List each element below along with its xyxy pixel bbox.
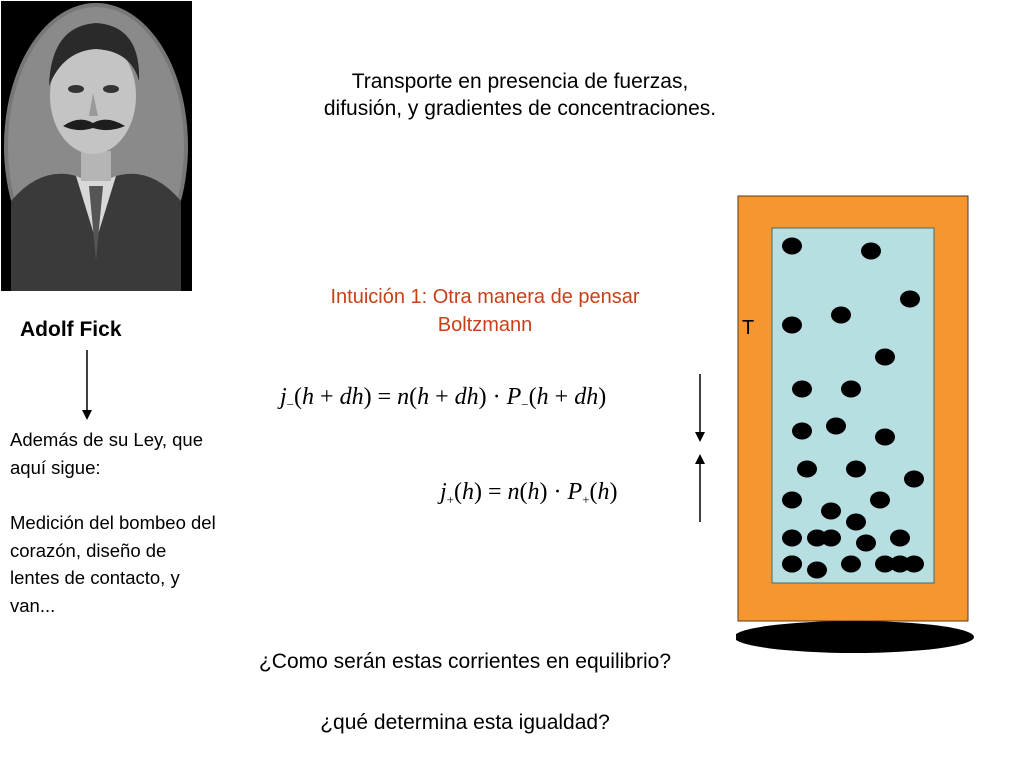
- title-line-1: Transporte en presencia de fuerzas,: [351, 70, 689, 93]
- down-arrow-icon: [80, 350, 94, 420]
- desc-line: aquí sigue:: [10, 456, 101, 478]
- gas-particle: [846, 461, 866, 478]
- gas-particle: [900, 291, 920, 308]
- gas-particle: [831, 307, 851, 324]
- desc-line: Medición del bombeo del: [10, 512, 216, 533]
- gas-particle: [782, 238, 802, 255]
- gas-particle: [890, 530, 910, 547]
- subtitle-line-1: Intuición 1: Otra manera de pensar: [330, 286, 640, 308]
- gas-particle: [875, 349, 895, 366]
- question-equilibrium: ¿Como serán estas corrientes en equilibrio?: [258, 650, 672, 673]
- gas-container-diagram: [736, 195, 976, 655]
- slide-title: [250, 68, 790, 122]
- up-arrow-icon: [695, 454, 705, 522]
- desc-line: Además de su Ley, que: [10, 429, 204, 450]
- gas-particle: [792, 423, 812, 440]
- gas-particle: [782, 556, 802, 573]
- gas-particle: [846, 514, 866, 531]
- desc-line: lentes de contacto, y: [10, 567, 180, 588]
- gas-particle: [861, 243, 881, 260]
- gas-particle: [821, 503, 841, 520]
- adolf-fick-portrait: [1, 1, 192, 291]
- portrait-caption: Adolf Fick: [20, 318, 122, 341]
- desc-line: van...: [10, 594, 56, 616]
- gas-particle: [841, 556, 861, 573]
- gas-particle: [875, 429, 895, 446]
- temperature-label: T: [742, 317, 755, 339]
- gas-particle: [782, 317, 802, 334]
- container-base: [736, 621, 974, 653]
- gas-particle: [890, 556, 910, 573]
- gas-particle: [870, 492, 890, 509]
- equation-downward-current: $j_-(h + dh) = n(h + dh) \cdot P_-(h + dh)$: [280, 384, 607, 412]
- gas-particle: [782, 492, 802, 509]
- gas-particle: [792, 381, 812, 398]
- question-equality: ¿qué determina esta igualdad?: [320, 711, 610, 734]
- equation-upward-current: $j_+(h) = n(h) \cdot P_+(h)$: [440, 479, 618, 507]
- gas-particle: [826, 418, 846, 435]
- gas-particle: [782, 530, 802, 547]
- gas-particle: [841, 381, 861, 398]
- gas-particle: [856, 535, 876, 552]
- gas-particle: [904, 471, 924, 488]
- portrait-illustration: [1, 1, 192, 291]
- gas-particle: [821, 530, 841, 547]
- current-arrows: [690, 372, 710, 524]
- section-subtitle: [270, 283, 700, 339]
- subtitle-line-2: Boltzmann: [437, 314, 533, 336]
- fick-description: [10, 426, 272, 619]
- desc-line: corazón, diseño de: [10, 539, 167, 561]
- gas-particle: [807, 562, 827, 579]
- title-line-2: difusión, y gradientes de concentraciones.: [323, 97, 717, 120]
- gas-particle: [797, 461, 817, 478]
- down-arrow-icon: [695, 374, 705, 442]
